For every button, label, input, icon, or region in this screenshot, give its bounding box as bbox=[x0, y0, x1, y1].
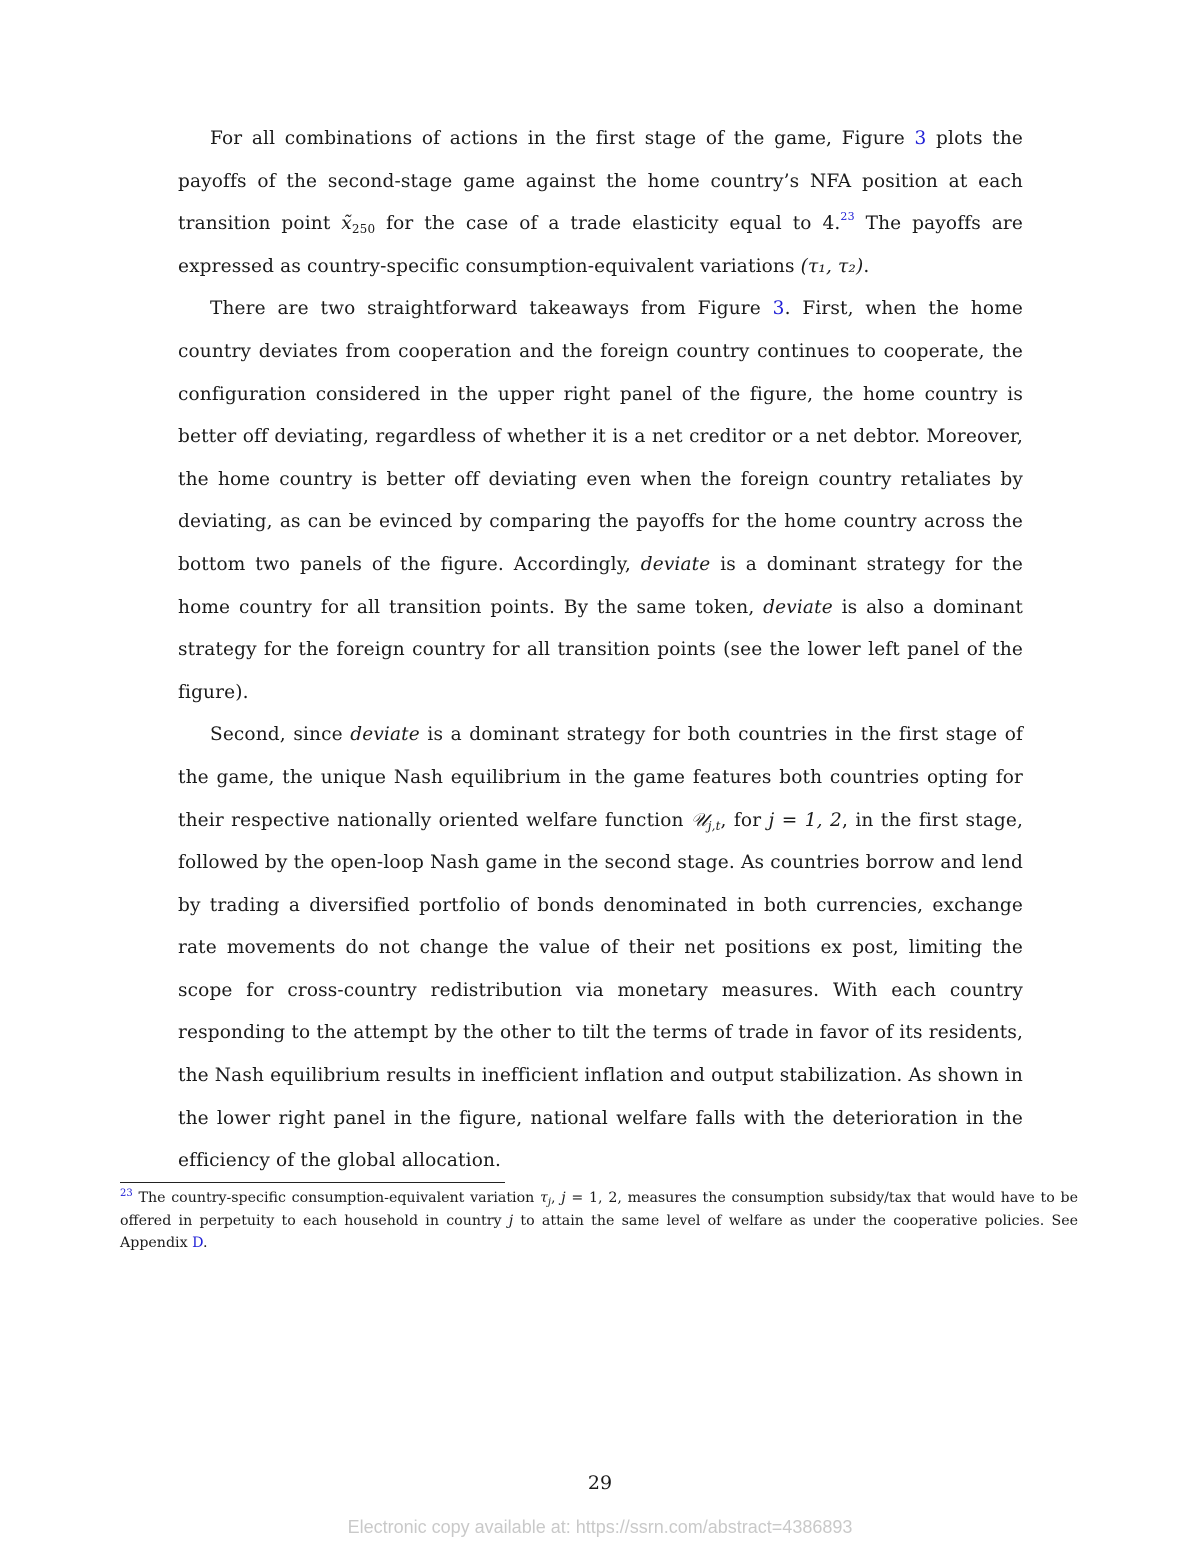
paragraph-text: , in the first stage, followed by the open-loop Nash game in the second stage. As countries borrow and lend by trading a diversified portfolio of bonds denominated in both currencies, exchange rate movements do not change the value of their net positions ex post, limiting the scope for cross-country redistribution via monetary measures. With each country responding to the attempt by the other to tilt the terms of trade in favor of its residents, the Nash equilibrium results in inefficient inflation and output stabilization. As shown in the lower right panel in the figure, national welfare falls with the deterioration in the efficiency of the global allocation. bbox=[178, 809, 1024, 1172]
emphasis: deviate bbox=[763, 596, 833, 618]
paragraph-text: The payoffs are expressed as country-specific consumption-equivalent variations bbox=[178, 213, 1023, 277]
emphasis: deviate bbox=[350, 724, 420, 746]
footnote-text: The country-specific consumption-equivalent variation bbox=[132, 1190, 541, 1206]
math-symbol: τ bbox=[540, 1190, 548, 1206]
footnote-number[interactable]: 23 bbox=[120, 1188, 133, 1199]
math-symbol: j bbox=[508, 1212, 514, 1229]
paragraph-text: , for bbox=[720, 809, 769, 831]
paragraph-text: for the case of a trade elasticity equal to 4. bbox=[375, 213, 841, 235]
footnote-text: , bbox=[550, 1190, 562, 1206]
paragraph-text: . First, when the home country deviates from cooperation and the foreign country continues to cooperate, the configuration considered in the upper right panel of the figure, the home country is better off deviating, regardless of whether it is a net creditor or a net debtor. Moreover, the home country is better off deviating even when the foreign country retaliates by deviating, as can be evinced by comparing the payoffs for the home country across the bottom two panels of the figure. Accordingly, bbox=[178, 298, 1023, 575]
paragraph-text: There are two straightforward takeaways from Figure bbox=[210, 298, 773, 320]
math-subscript: 250 bbox=[351, 222, 376, 237]
math-subscript: j,t bbox=[707, 818, 721, 833]
paragraph-2 bbox=[178, 288, 1023, 714]
paragraph-3 bbox=[178, 714, 1023, 1183]
math-expression: (τ₁, τ₂) bbox=[800, 255, 864, 277]
body-text bbox=[178, 118, 1023, 1183]
page-number: 29 bbox=[587, 1472, 613, 1494]
math-expression: j = 1, 2 bbox=[768, 809, 842, 831]
paragraph-text: is also a dominant strategy for the foreign country for all transition points (see the lower left panel of the figure). bbox=[178, 596, 1023, 703]
footnote-rule bbox=[120, 1182, 505, 1183]
figure-link[interactable]: 3 bbox=[914, 128, 927, 149]
paragraph-text: plots the payoffs of the second-stage game against the home country’s NFA position at each transition point bbox=[178, 128, 1023, 235]
paragraph-text: Second, since bbox=[210, 724, 351, 746]
emphasis: deviate bbox=[640, 553, 711, 575]
ssrn-watermark[interactable]: Electronic copy available at: https://ssrn.com/abstract=4386893 bbox=[347, 1517, 853, 1537]
math-subscript: j bbox=[547, 1197, 551, 1208]
paragraph-text: . bbox=[863, 255, 870, 277]
paragraph-1 bbox=[178, 118, 1023, 288]
math-symbol: j bbox=[561, 1190, 566, 1206]
footnote-marker[interactable]: 23 bbox=[840, 210, 855, 224]
figure-link[interactable]: 3 bbox=[772, 298, 785, 320]
paragraph-text: is a dominant strategy for both countries in the first stage of the game, the unique Nash equilibrium in the game features both countries opting for their respective nationally oriented welfare function bbox=[178, 724, 1023, 831]
footnote-text: to attain the same level of welfare as under the cooperative policies. See Appendix bbox=[120, 1212, 1078, 1251]
footnote-text: = 1, 2, measures the consumption subsidy/tax that would have to be offered in perpetuity to each household in country bbox=[120, 1190, 1078, 1229]
math-symbol: x̃ bbox=[341, 213, 352, 235]
math-symbol: 𝒰 bbox=[690, 809, 708, 831]
footnote-text: . bbox=[202, 1235, 208, 1251]
footnote bbox=[120, 1187, 1078, 1255]
paragraph-text: For all combinations of actions in the first stage of the game, Figure bbox=[210, 128, 915, 149]
appendix-link[interactable]: D bbox=[192, 1235, 203, 1251]
paragraph-text: is a dominant strategy for the home country for all transition points. By the same token, bbox=[178, 553, 1023, 618]
